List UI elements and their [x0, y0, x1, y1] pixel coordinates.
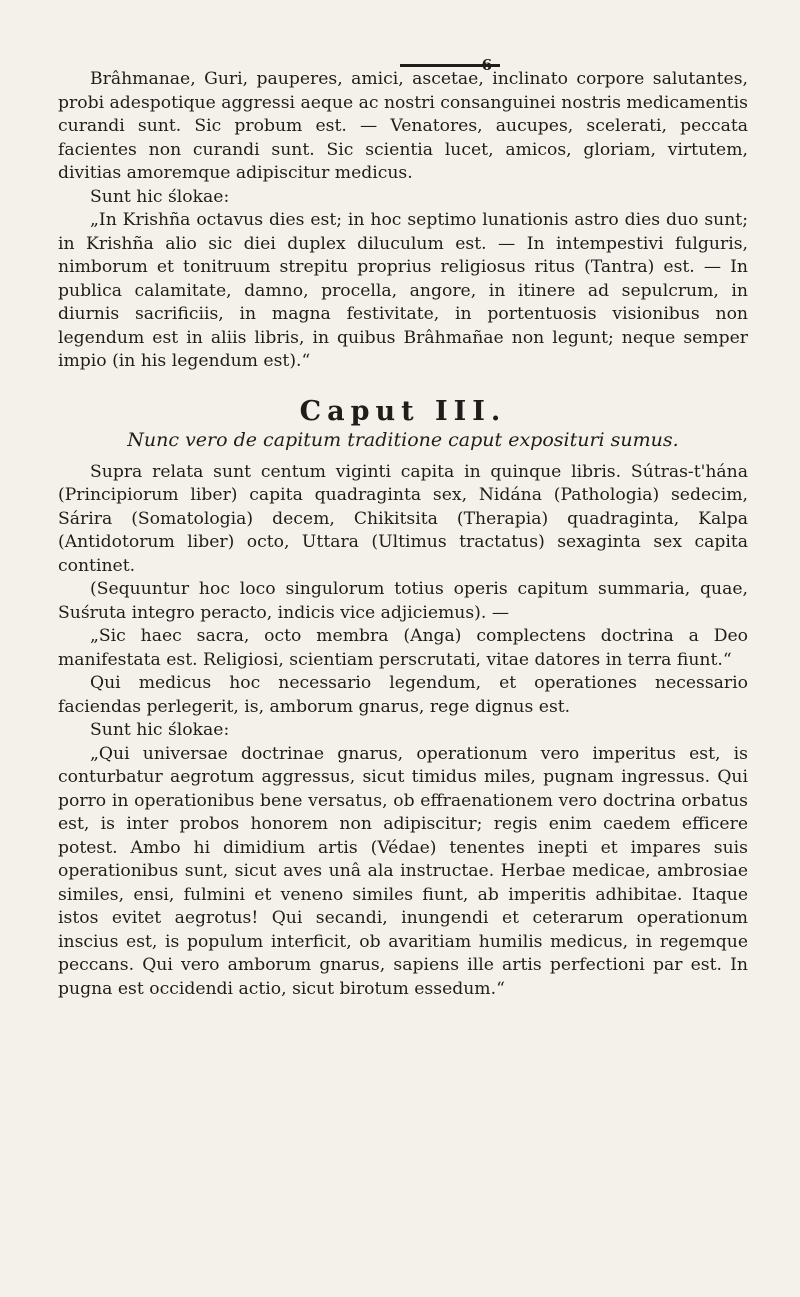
paragraph-3: „In Krishña octavus dies est; in hoc septimo lunationis astro dies duo sunt; in Krishña alio sic diei duplex diluculum est. — In intempestivi fulguris, nimborum et tonitruum strepitu proprius religiosus ritus (Tantra) est. — In publica calamitate, damno, procella, angore, in itinere ad sepulcrum, in diurnis sacrificiis, in magna festivitate, in portentuosis visionibus non legendum est in aliis libris, in quibus Brâhmañae non legunt; neque semper impio (in his legendum est).“	[58, 210, 748, 371]
body-paragraph-3: „Sic haec sacra, octo membra (Anga) complectens doctrina a Deo manifestata est. Religiosi, scientiam perscrutati, vitae datores in terra fiunt.“	[58, 626, 748, 670]
body-paragraph-2: (Sequuntur hoc loco singulorum totius operis capitum summaria, quae, Suśruta integro peracto, indicis vice adjiciemus). —	[58, 579, 748, 623]
body-paragraph-6: „Qui universae doctrinae gnarus, operationum vero imperitus est, is conturbatur aegrotum aggressus, sicut timidus miles, pugnam ingressus. Qui porro in operationibus bene versatus, ob effraenationem vero doctrina orbatus est, is inter probos honorem non adipiscitur; regis enim caedem efficere potest. Ambo hi dimidium artis (Védae) tenentes inepti et impares suis operationibus sunt, sicut aves unâ ala instructae. Herbae medicae, ambrosiae similes, ensi, fulmini et veneno similes fiunt, ab imperitis adhibitae. Itaque istos evitet aegrotus! Qui secandi, inungendi et ceterarum operationum inscius est, is populum interficit, ob avaritiam humilis medicus, in regemque peccans. Qui vero amborum gnarus, sapiens ille artis perfectioni par est. In pugna est occidendi actio, sicut birotum essedum.“	[58, 743, 748, 999]
document-page	[58, 68, 748, 1001]
paragraph-2: Sunt hic ślokae:	[90, 186, 230, 207]
paragraph-1: Brâhmanae, Guri, pauperes, amici, ascetae, inclinato corpore salutantes, probi adespotique aggressi aeque ac nostri consanguinei nostris medicamentis curandi sunt. Sic probum est. — Venatores, aucupes, scelerati, peccata facientes non curandi sunt. Sic scientia lucet, amicos, gloriam, virtutem, divitias amoremque adipiscitur medicus.	[58, 69, 748, 183]
page-header-rule	[400, 64, 500, 67]
body-paragraph-5: Sunt hic ślokae:	[90, 720, 230, 740]
body-paragraph-1: Supra relata sunt centum viginti capita in quinque libris. Sútras-t'hána (Principiorum liber) capita quadraginta sex, Nidána (Pathologia) sedecim, Sárira (Somatologia) decem, Chikitsita (Therapia) quadraginta, Kalpa (Antidotorum liber) octo, Uttara (Ultimus tractatus) sexaginta sex capita continet.	[58, 461, 748, 576]
chapter-heading: Caput III.	[299, 395, 507, 427]
chapter-subtitle: Nunc vero de capitum traditione caput exposituri sumus.	[127, 429, 679, 451]
body-paragraph-4: Qui medicus hoc necessario legendum, et operationes necessario faciendas perlegerit, is, amborum gnarus, rege dignus est.	[58, 673, 748, 717]
